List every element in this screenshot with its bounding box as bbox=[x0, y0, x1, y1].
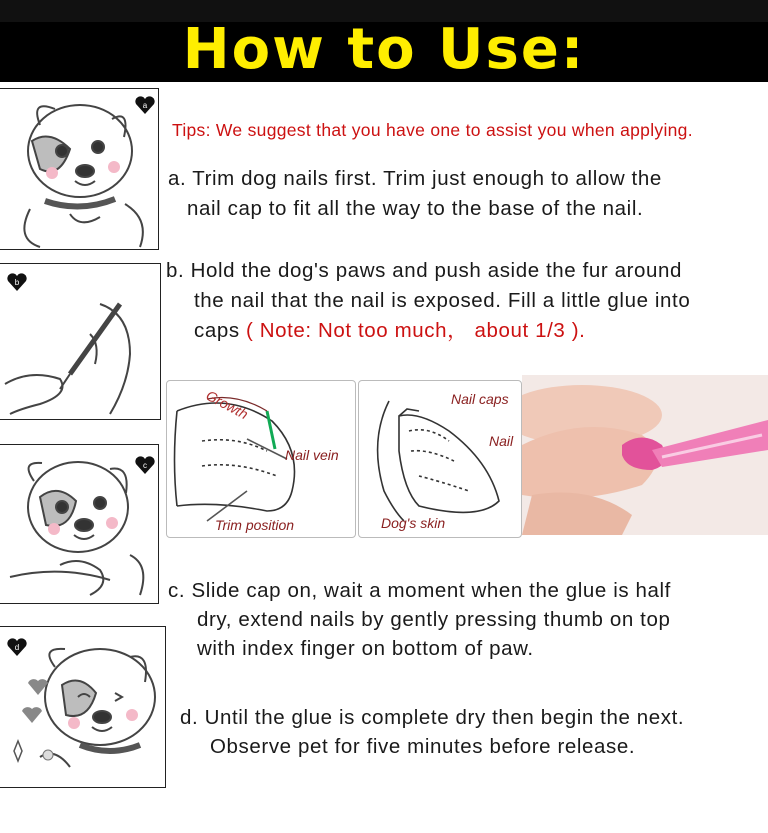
heart-badge-icon bbox=[134, 95, 156, 115]
dogs-skin-label: Dog's skin bbox=[381, 515, 446, 531]
step-b-line3-prefix: caps bbox=[194, 319, 246, 342]
tips-text: Tips: We suggest that you have one to assist you when applying. bbox=[172, 120, 693, 140]
illustration-d-panel bbox=[0, 626, 166, 788]
step-c-line1: c. Slide cap on, wait a moment when the glue is half bbox=[168, 579, 671, 602]
step-a-line1: a. Trim dog nails first. Trim just enough to allow the bbox=[168, 167, 662, 190]
svg-text:c: c bbox=[143, 461, 147, 470]
step-d-line1: d. Until the glue is complete dry then begin the next. bbox=[180, 706, 685, 729]
heart-badge-icon bbox=[6, 272, 28, 292]
header-banner bbox=[0, 0, 768, 82]
illustration-c-panel bbox=[0, 444, 159, 604]
step-c-line2: dry, extend nails by gently pressing thumb on top bbox=[197, 608, 671, 631]
step-d-line2: Observe pet for five minutes before release. bbox=[210, 735, 636, 758]
step-b-note: ( Note: Not too much， about 1/3 ). bbox=[246, 319, 586, 342]
page-title: How to Use: bbox=[182, 17, 586, 82]
nail-anatomy-diagram bbox=[166, 380, 356, 538]
finger-with-pink-cap-illustration bbox=[522, 375, 768, 535]
illustration-b-panel bbox=[0, 263, 161, 420]
illustration-a-panel bbox=[0, 88, 159, 250]
nail-label: Nail bbox=[489, 433, 514, 449]
heart-badge-icon bbox=[6, 637, 28, 657]
step-b-line1: b. Hold the dog's paws and push aside the fur around bbox=[166, 259, 683, 282]
step-c-line3: with index finger on bottom of paw. bbox=[197, 637, 534, 660]
heart-badge-icon bbox=[134, 455, 156, 475]
svg-text:a: a bbox=[142, 101, 148, 110]
nail-caps-label: Nail caps bbox=[451, 391, 509, 407]
nail-vein-label: Nail vein bbox=[285, 447, 339, 463]
growth-label: Growth bbox=[203, 387, 251, 423]
step-b-line2: the nail that the nail is exposed. Fill a little glue into bbox=[194, 289, 691, 312]
finger-cap-photo bbox=[522, 375, 768, 535]
trim-position-label: Trim position bbox=[215, 517, 295, 533]
step-b-line3 bbox=[194, 316, 585, 346]
svg-text:b: b bbox=[14, 278, 20, 287]
step-a-line2: nail cap to fit all the way to the base of the nail. bbox=[187, 197, 644, 220]
nail-cap-fit-diagram bbox=[358, 380, 522, 538]
svg-text:d: d bbox=[14, 643, 20, 652]
